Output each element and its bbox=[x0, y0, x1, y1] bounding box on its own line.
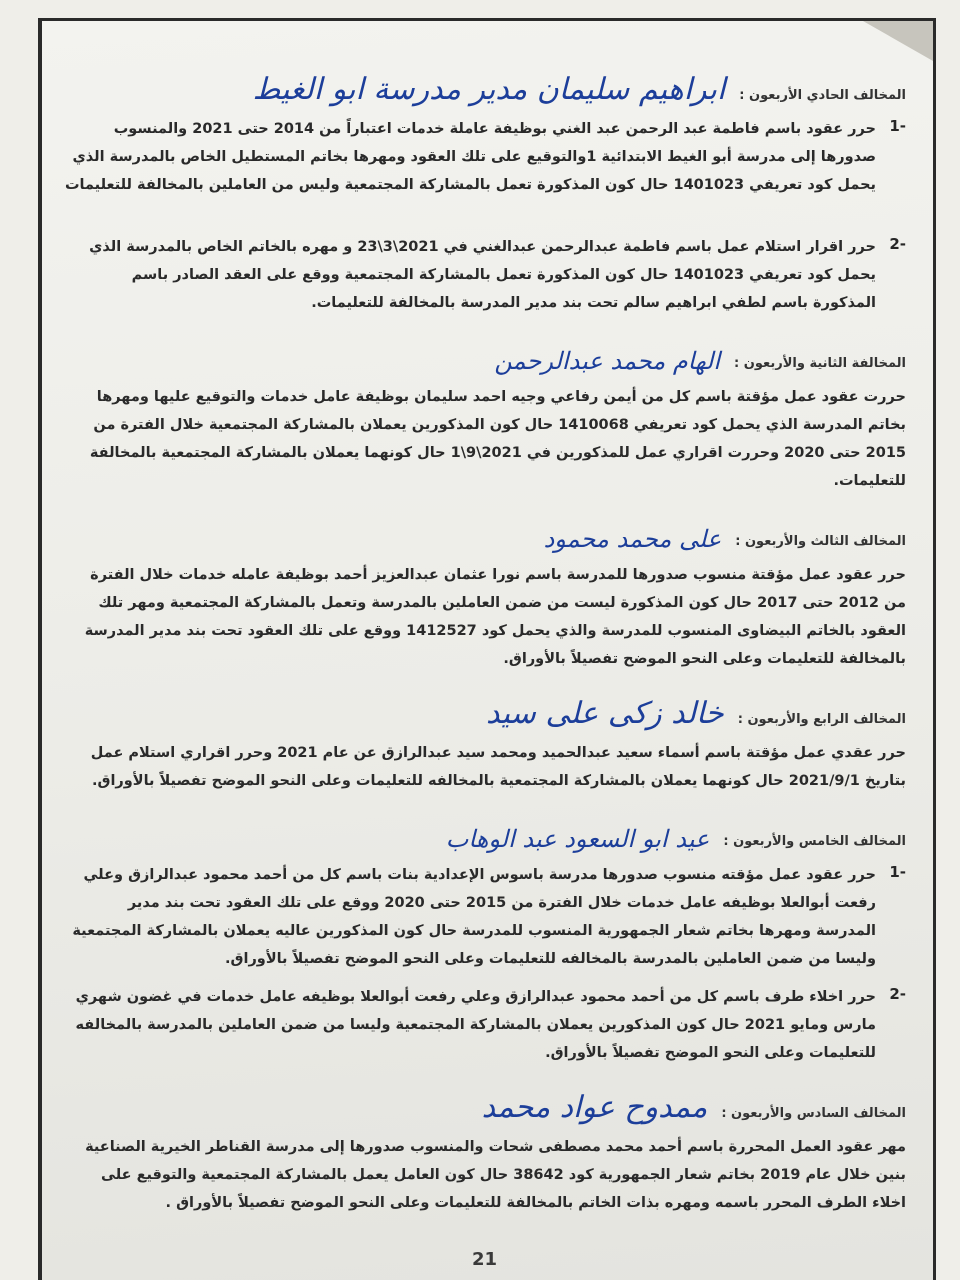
section-paragraph: حرر عقدي عمل مؤقتة باسم أسماء سعيد عبدالحميد ومحمد سيد عبدالرازق عن عام 2021 وحرر اقراري استلام عمل بتاريخ 2021/9/1 حال كونهما يعملان بالمشاركة المجتمعية بالمخالفه للتعليمات وعلى النحو الموضح تفصيلاً بالأوراق. bbox=[90, 745, 906, 789]
page-corner-shadow bbox=[863, 21, 933, 61]
section-45 bbox=[64, 805, 906, 1067]
item-number: -2 bbox=[889, 235, 906, 253]
section-heading: المخالفة الثانية والأربعون : bbox=[734, 356, 906, 371]
item-text: حرر عقود باسم فاطمة عبد الرحمن عبد الغني بوظيفة عاملة خدمات اعتباراً من 2014 حتى 2021 والمنسوب صدورها إلى مدرسة أبو الغيط الابتدائية 1والتوقيع على تلك العقود ومهرها بخاتم المستطيل الخاص بالمدرسة الذي يحمل كود تعريفي 1401023 حال كون المذكورة تعمل بالمشاركة المجتمعية وليس من العاملين بالمخالفة للتعليمات bbox=[64, 121, 876, 193]
section-paragraph: حررت عقود عمل مؤقتة باسم كل من أيمن رفاعي وجيه احمد سليمان بوظيفة عامل خدمات والتوقيع عليها ومهرها بخاتم المدرسة الذي يحمل كود تعريفي 1410068 حال كون المذكورين يعملان بالمشاركة المجتمعية خلال الفترة من 2015 حتى 2020 وحررت اقراري عمل للمذكورين في 2021\9\1 حال كونهما يعملان بالمشاركة المجتمعية بالمخالفة للتعليمات. bbox=[89, 389, 906, 489]
list-item bbox=[64, 861, 906, 973]
handwritten-signature: عيد ابو السعود عبد الوهاب bbox=[445, 825, 710, 853]
section-heading: المخالف الحادي الأربعون : bbox=[739, 88, 906, 103]
section-43 bbox=[64, 505, 906, 673]
handwritten-signature: ابراهيم سليمان مدير مدرسة ابو الغيط bbox=[252, 72, 726, 107]
section-paragraph: حرر عقود عمل مؤقتة منسوب صدورها للمدرسة باسم نورا عثمان عبدالعزيز أحمد بوظيفة عامله خدمات خلال الفترة من 2012 حتى 2017 حال كون المذكورة ليست من ضمن العاملين بالمدرسة وتعمل بالمشاركة المجتمعية ومهر تلك العقود بالخاتم البيضاوى المنسوب للمدرسة والذي يحمل كود 1412527 ووقع على تلك العقود تحت بند مدير المدرسة بالمخالفة للتعليمات وعلى النحو الموضح تفصيلاً بالأوراق. bbox=[84, 567, 906, 667]
section-heading: المخالف الرابع والأربعون : bbox=[737, 712, 906, 727]
list-item bbox=[64, 233, 906, 317]
list-item bbox=[64, 115, 906, 199]
item-text: حرر اقرار استلام عمل باسم فاطمة عبدالرحمن عبدالغني في 2021\3\23 و مهره بالخاتم الخاص بالمدرسة الذي يحمل كود تعريفي 1401023 حال كون المذكورة تعمل بالمشاركة المجتمعية ووقع على العقد الصادر باسم المذكورة باسم لطفي ابراهيم سالم تحت بند مدير المدرسة بالمخالفة للتعليمات. bbox=[89, 239, 876, 311]
document-page bbox=[38, 18, 936, 1280]
item-text: حرر عقود عمل مؤقته منسوب صدورها مدرسة باسوس الإعدادية بنات باسم كل من أحمد محمود عبدالرازق وعلي رفعت أبوالعلا بوظيفه عامل خدمات خلال الفترة من 2015 حتى 2020 ووقع على تلك العقود تحت بند مدير المدرسة ومهرها بخاتم شعار الجمهورية المنسوب للمدرسة حال كون المذكورين عاليه يعملان بالمشاركة المجتمعية وليسا من ضمن العاملين بالمدرسة بالمخالفه للتعليمات وعلى النحو الموضح تفصيلاً بالأوراق. bbox=[72, 867, 876, 967]
section-heading: المخالف الخامس والأربعون : bbox=[723, 834, 906, 849]
item-number: -1 bbox=[889, 863, 906, 881]
item-number: -2 bbox=[889, 985, 906, 1003]
section-heading: المخالف السادس والأربعون : bbox=[721, 1106, 906, 1121]
section-paragraph: مهر عقود العمل المحررة باسم أحمد محمد مصطفى شحات والمنسوب صدورها إلى مدرسة القناطر الخيرية الصناعية بنين خلال عام 2019 بخاتم شعار الجمهورية كود 38642 حال كون العامل يعمل بالمشاركة المجتمعية والتوقيع على اخلاء الطرف المحرر باسمه ومهره بذات الخاتم بالمخالفة للتعليمات وعلى النحو الموضح تفصيلاً بالأوراق . bbox=[85, 1139, 906, 1211]
section-41 bbox=[64, 59, 906, 317]
list-item bbox=[64, 983, 906, 1067]
document-body bbox=[64, 59, 906, 1227]
item-number: -1 bbox=[889, 117, 906, 135]
handwritten-signature: الهام محمد عبدالرحمن bbox=[494, 347, 721, 375]
section-42 bbox=[64, 327, 906, 495]
section-44 bbox=[64, 683, 906, 795]
handwritten-signature: على محمد محمود bbox=[543, 525, 722, 553]
section-46 bbox=[64, 1077, 906, 1217]
item-text: حرر اخلاء طرف باسم كل من أحمد محمود عبدالرازق وعلي رفعت أبوالعلا بوظيفه عامل خدمات في غضون شهري مارس ومايو 2021 حال كون المذكورين يعملان بالمشاركة المجتمعية وليسا من ضمن العاملين بالمدرسة بالمخالفه للتعليمات وعلى النحو الموضح تفصيلاً بالأوراق. bbox=[75, 989, 876, 1061]
handwritten-signature: ممدوح عواد محمد bbox=[481, 1090, 708, 1125]
section-heading: المخالف الثالث والأربعون : bbox=[735, 534, 906, 549]
handwritten-signature: خالد زكى على سيد bbox=[486, 696, 724, 731]
page-number: 21 bbox=[472, 1249, 498, 1270]
